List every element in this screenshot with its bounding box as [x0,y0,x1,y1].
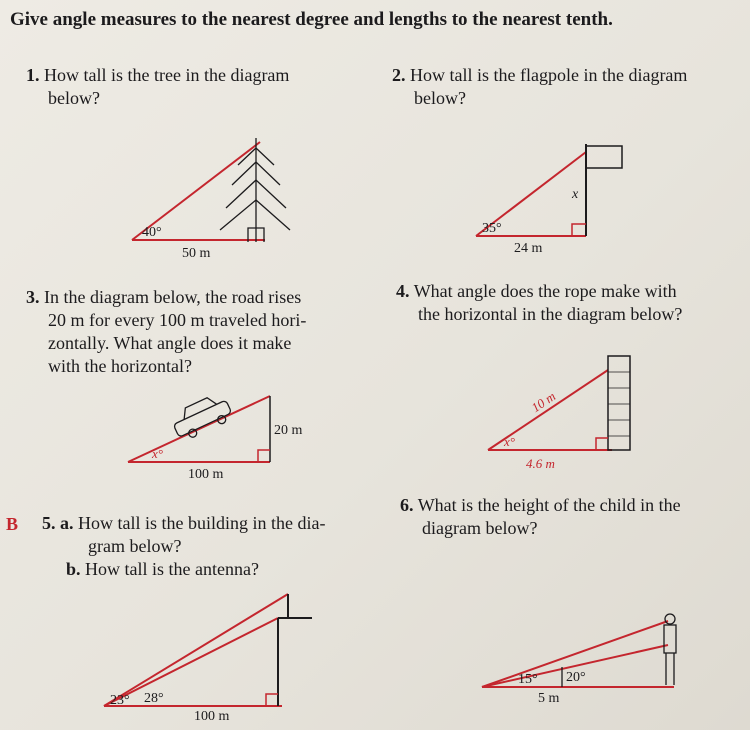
problem-6-line1: What is the height of the child in the [417,495,681,515]
right-angle-mark [266,694,278,706]
flag-icon [586,146,622,168]
child-diagram [478,605,690,705]
section-marker: B [6,514,19,534]
sight-line-roof [104,618,278,706]
problem-3-line1: In the diagram below, the road rises [44,287,302,307]
problem-3 [26,286,376,378]
problem-4-line1: What angle does the rope make with [413,281,677,301]
angle2-label: 20° [566,670,586,685]
problem-2-number: 2. [392,65,406,85]
problem-6 [400,494,740,540]
problem-5 [42,512,382,581]
angle-label: 35° [482,221,502,236]
problem-5-line3: How tall is the antenna? [85,559,259,579]
problem-2-line1: How tall is the flagpole in the diagram [410,65,688,85]
angle2-label: 28° [144,691,164,706]
problem-6-line2: diagram below? [422,518,538,538]
problem-5-part-b: b. [66,559,81,579]
problem-6-number: 6. [400,495,414,515]
base-label: 100 m [194,709,230,724]
road-diagram [122,390,322,485]
problem-3-line3: zontally. What angle does it make [48,333,292,353]
right-angle-mark [258,450,270,462]
rope-diagram [482,352,642,477]
flagpole-diagram [468,140,638,262]
building-antenna-diagram [98,588,318,723]
car-icon [169,391,234,443]
problem-2 [392,64,742,110]
problem-1-line1: How tall is the tree in the diagram [44,65,290,85]
unknown-label: x [572,187,579,202]
child-icon [664,614,676,685]
problem-5-number: 5. [42,513,56,533]
building-floors [608,372,630,436]
base-label: 50 m [182,246,211,261]
base-label: 4.6 m [526,456,555,471]
angle-label: x° [152,446,163,461]
base-label: 5 m [538,691,560,706]
problem-2-line2: below? [414,88,466,108]
sight-line-top [104,594,288,706]
angle-label: 40° [142,225,162,240]
tree-diagram [120,130,290,265]
angle1-label: 15° [518,672,538,687]
problem-1-line2: below? [48,88,100,108]
angle-label: x° [504,434,515,449]
base-label: 100 m [188,467,224,482]
problem-3-line4: with the horizontal? [48,356,192,376]
problem-3-number: 3. [26,287,40,307]
road-line [128,396,270,462]
right-angle-mark [596,438,608,450]
rise-label: 20 m [274,423,303,438]
tree-icon [220,138,290,242]
right-angle-mark [572,224,586,236]
problem-1 [26,64,376,110]
problem-5-part-a: a. [60,513,74,533]
problem-5-line1: How tall is the building in the dia- [78,513,326,533]
problem-5-line2: gram below? [88,536,182,556]
instructions-text: Give angle measures to the nearest degree and lengths to the nearest tenth. [10,9,613,30]
problem-3-line2: 20 m for every 100 m traveled hori- [48,310,307,330]
angle1-label: 23° [110,693,130,708]
problem-4-number: 4. [396,281,410,301]
base-label: 24 m [514,241,543,256]
problem-4 [396,280,746,326]
hyp-label: 10 m [528,388,559,416]
problem-4-line2: the horizontal in the diagram below? [418,304,683,324]
problem-1-number: 1. [26,65,40,85]
